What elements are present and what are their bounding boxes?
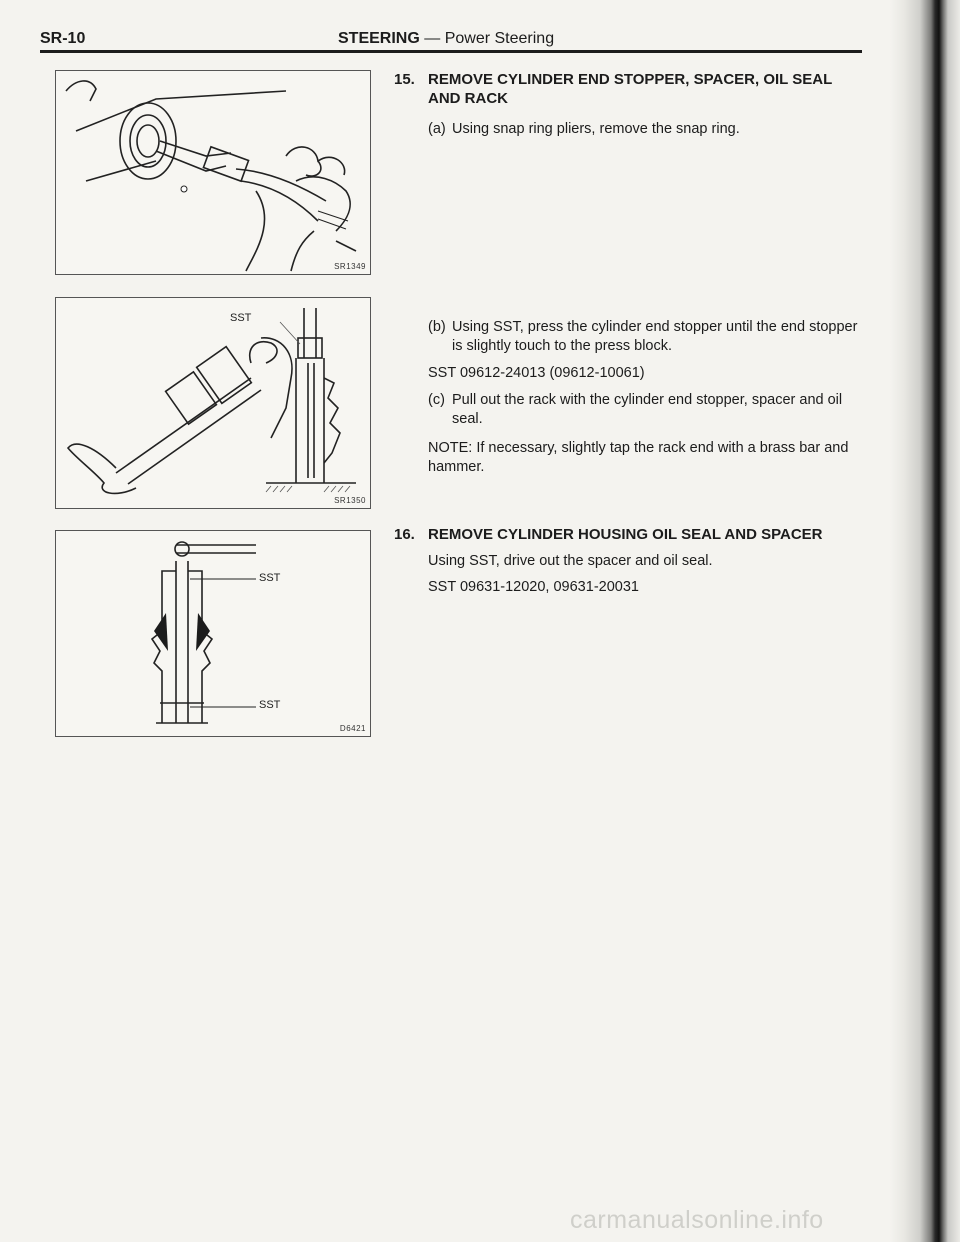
note: NOTE: If necessary, slightly tap the rack end with a brass bar and hammer. [428, 440, 849, 475]
step-15-heading [394, 70, 864, 108]
page-id: SR-10 [40, 30, 86, 47]
step-15-a [428, 120, 864, 139]
header-title [338, 30, 554, 48]
illustration-press-end-stopper [56, 298, 370, 508]
watermark: carmanualsonline.info [570, 1206, 824, 1234]
figure-code: SR1350 [334, 496, 366, 505]
step-title: REMOVE CYLINDER END STOPPER, SPACER, OIL SEAL AND RACK [428, 71, 832, 107]
step-number: 15. [394, 71, 415, 88]
step-title: REMOVE CYLINDER HOUSING OIL SEAL AND SPACER [428, 526, 823, 543]
item-marker: (c) [428, 392, 445, 408]
step-16-text: Using SST, drive out the spacer and oil seal. [428, 553, 713, 569]
figure-drive-out-seal [55, 530, 371, 737]
figure-press-end-stopper [55, 297, 371, 509]
step-16-heading [394, 525, 864, 544]
figure-code: SR1349 [334, 262, 366, 271]
sst-label-lower: SST [259, 699, 281, 711]
step-15-c [428, 391, 864, 429]
illustration-snap-ring-pliers [56, 71, 370, 274]
figure-code: D6421 [339, 724, 366, 733]
sst-label-upper: SST [259, 572, 281, 584]
sst-part-numbers: SST 09612-24013 (09612-10061) [428, 365, 645, 381]
item-text: Pull out the rack with the cylinder end stopper, spacer and oil seal. [452, 392, 843, 427]
item-text: Using SST, press the cylinder end stopper until the end stopper is slightly touch to the press block. [452, 319, 858, 354]
item-text: Using snap ring pliers, remove the snap ring. [452, 121, 740, 137]
page-binding-edge [890, 0, 960, 1242]
header-rule [40, 50, 862, 53]
figure-snap-ring-pliers [55, 70, 371, 275]
item-marker: (b) [428, 319, 446, 335]
section-title: STEERING [338, 30, 420, 47]
step-15-continued [394, 318, 864, 477]
subsection-title: — Power Steering [424, 30, 555, 47]
step-number: 16. [394, 526, 415, 543]
step-16 [394, 525, 864, 595]
step-15 [394, 70, 864, 139]
item-marker: (a) [428, 121, 446, 137]
step-15-b [428, 318, 864, 356]
sst-label: SST [230, 312, 252, 324]
sst-part-numbers: SST 09631-12020, 09631-20031 [428, 579, 639, 595]
illustration-drive-out-seal [56, 531, 370, 736]
